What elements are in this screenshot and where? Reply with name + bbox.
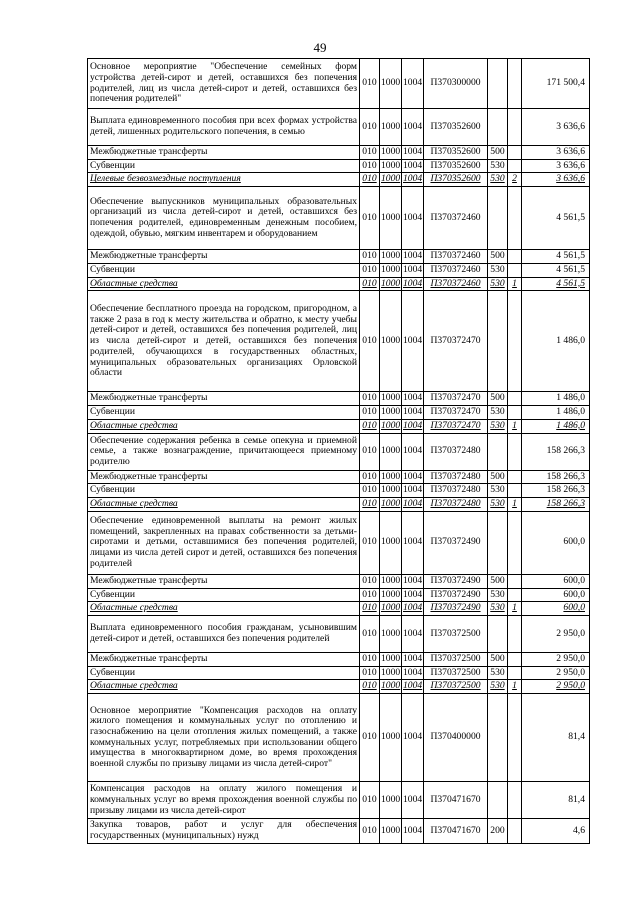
- row-section-code: 1000: [380, 782, 402, 819]
- row-amount: 1 486,0: [522, 419, 590, 433]
- table-row: [88, 498, 590, 512]
- row-name: Субвенции: [88, 666, 360, 680]
- row-source-code: [508, 511, 522, 574]
- row-subsection-code: 1004: [402, 653, 424, 667]
- row-amount: 2 950,0: [522, 666, 590, 680]
- row-section-code: 1000: [380, 263, 402, 277]
- row-expense-type: [488, 109, 508, 146]
- row-amount: 81,4: [522, 694, 590, 782]
- row-target-article: П370372500: [424, 680, 488, 694]
- row-section-code: 1000: [380, 392, 402, 406]
- row-expense-type: [488, 187, 508, 250]
- row-expense-type: 530: [488, 666, 508, 680]
- row-ved-code: 010: [360, 291, 380, 392]
- table-row: [88, 666, 590, 680]
- row-ved-code: 010: [360, 406, 380, 420]
- row-expense-type: 530: [488, 406, 508, 420]
- row-subsection-code: 1004: [402, 680, 424, 694]
- row-section-code: 1000: [380, 470, 402, 484]
- row-source-code: [508, 782, 522, 819]
- row-ved-code: 010: [360, 782, 380, 819]
- row-source-code: 1: [508, 602, 522, 616]
- row-target-article: П370372470: [424, 392, 488, 406]
- row-target-article: П370372460: [424, 187, 488, 250]
- row-section-code: 1000: [380, 574, 402, 588]
- row-section-code: 1000: [380, 653, 402, 667]
- row-source-code: 1: [508, 498, 522, 512]
- row-source-code: [508, 187, 522, 250]
- row-expense-type: 200: [488, 819, 508, 844]
- row-expense-type: [488, 511, 508, 574]
- row-source-code: [508, 588, 522, 602]
- row-expense-type: 500: [488, 392, 508, 406]
- row-target-article: П370352600: [424, 159, 488, 173]
- row-name: Выплата единовременного пособия гражданам, усыновившим детей-сирот и детей, оставшихся без попечения родителей: [88, 616, 360, 653]
- row-expense-type: [488, 59, 508, 109]
- row-ved-code: 010: [360, 392, 380, 406]
- row-amount: 171 500,4: [522, 59, 590, 109]
- row-ved-code: 010: [360, 574, 380, 588]
- row-expense-type: 500: [488, 470, 508, 484]
- row-amount: 4 561,5: [522, 277, 590, 291]
- row-ved-code: 010: [360, 680, 380, 694]
- row-source-code: 1: [508, 419, 522, 433]
- row-target-article: П370372500: [424, 666, 488, 680]
- row-amount: 4 561,5: [522, 250, 590, 264]
- table-row: [88, 146, 590, 160]
- row-amount: 3 636,6: [522, 173, 590, 187]
- row-section-code: 1000: [380, 680, 402, 694]
- row-ved-code: 010: [360, 159, 380, 173]
- row-subsection-code: 1004: [402, 574, 424, 588]
- row-name: Обеспечение выпускников муниципальных образовательных организаций из числа детей-сирот и детей, оставшихся без попечения родителей, единовременным денежным пособием, одеждой, обувью, мягким инвентарем и оборудованием: [88, 187, 360, 250]
- row-section-code: 1000: [380, 146, 402, 160]
- row-ved-code: 010: [360, 59, 380, 109]
- row-name: Субвенции: [88, 588, 360, 602]
- row-name: Основное мероприятие "Обеспечение семейных форм устройства детей-сирот и детей, оставшихся без попечения родителей, лиц из числа детей-сирот и детей, оставшихся без попечения родителей": [88, 59, 360, 109]
- row-expense-type: 530: [488, 602, 508, 616]
- row-subsection-code: 1004: [402, 277, 424, 291]
- table-row: [88, 470, 590, 484]
- row-section-code: 1000: [380, 433, 402, 470]
- row-subsection-code: 1004: [402, 109, 424, 146]
- row-amount: 2 950,0: [522, 616, 590, 653]
- row-ved-code: 010: [360, 653, 380, 667]
- row-ved-code: 010: [360, 666, 380, 680]
- row-target-article: П370352600: [424, 109, 488, 146]
- row-expense-type: 530: [488, 159, 508, 173]
- row-subsection-code: 1004: [402, 602, 424, 616]
- table-body: [88, 59, 590, 844]
- table-row: [88, 250, 590, 264]
- row-amount: 158 266,3: [522, 498, 590, 512]
- row-amount: 600,0: [522, 511, 590, 574]
- row-section-code: 1000: [380, 498, 402, 512]
- budget-table: [87, 58, 590, 844]
- row-expense-type: 530: [488, 484, 508, 498]
- row-name: Компенсация расходов на оплату жилого помещения и коммунальных услуг во время прохождения военной службы по призыву лицами из числа детей-сирот: [88, 782, 360, 819]
- row-amount: 2 950,0: [522, 680, 590, 694]
- row-target-article: П370372480: [424, 498, 488, 512]
- row-source-code: [508, 250, 522, 264]
- row-source-code: [508, 484, 522, 498]
- row-amount: 81,4: [522, 782, 590, 819]
- row-section-code: 1000: [380, 588, 402, 602]
- row-ved-code: 010: [360, 146, 380, 160]
- row-target-article: П370372480: [424, 470, 488, 484]
- row-subsection-code: 1004: [402, 470, 424, 484]
- row-target-article: П370372490: [424, 511, 488, 574]
- row-section-code: 1000: [380, 173, 402, 187]
- table-row: [88, 277, 590, 291]
- row-section-code: 1000: [380, 819, 402, 844]
- row-ved-code: 010: [360, 819, 380, 844]
- row-name: Закупка товаров, работ и услуг для обеспечения государственных (муниципальных) нужд: [88, 819, 360, 844]
- row-expense-type: [488, 782, 508, 819]
- row-expense-type: 530: [488, 173, 508, 187]
- row-section-code: 1000: [380, 109, 402, 146]
- row-amount: 600,0: [522, 574, 590, 588]
- row-subsection-code: 1004: [402, 146, 424, 160]
- row-expense-type: 530: [488, 263, 508, 277]
- row-ved-code: 010: [360, 470, 380, 484]
- row-subsection-code: 1004: [402, 694, 424, 782]
- row-subsection-code: 1004: [402, 59, 424, 109]
- row-name: Обеспечение содержания ребенка в семье опекуна и приемной семье, а также вознаграждение, причитающееся приемному родителю: [88, 433, 360, 470]
- row-name: Межбюджетные трансферты: [88, 392, 360, 406]
- row-subsection-code: 1004: [402, 588, 424, 602]
- row-amount: 158 266,3: [522, 470, 590, 484]
- table-row: [88, 602, 590, 616]
- row-expense-type: [488, 616, 508, 653]
- row-section-code: 1000: [380, 59, 402, 109]
- row-subsection-code: 1004: [402, 616, 424, 653]
- row-target-article: П370372460: [424, 263, 488, 277]
- row-target-article: П370372490: [424, 602, 488, 616]
- row-subsection-code: 1004: [402, 291, 424, 392]
- row-target-article: П370372500: [424, 616, 488, 653]
- row-source-code: [508, 59, 522, 109]
- row-ved-code: 010: [360, 484, 380, 498]
- row-name: Областные средства: [88, 419, 360, 433]
- row-name: Субвенции: [88, 159, 360, 173]
- row-subsection-code: 1004: [402, 819, 424, 844]
- row-amount: 600,0: [522, 602, 590, 616]
- row-source-code: [508, 616, 522, 653]
- table-row: [88, 588, 590, 602]
- table-row: [88, 187, 590, 250]
- row-expense-type: 500: [488, 146, 508, 160]
- row-expense-type: 530: [488, 498, 508, 512]
- row-target-article: П370372460: [424, 277, 488, 291]
- row-subsection-code: 1004: [402, 406, 424, 420]
- row-name: Основное мероприятие "Компенсация расходов на оплату жилого помещения и коммунальных услуг по отоплению и газоснабжению на цели отопления жилых помещений, а также коммунальных услуг, потребляемых при использовании общего имущества в многоквартирном доме, во время прохождения военной службы по призыву лицами из числа детей-сирот": [88, 694, 360, 782]
- row-section-code: 1000: [380, 277, 402, 291]
- row-source-code: [508, 433, 522, 470]
- row-name: Межбюджетные трансферты: [88, 146, 360, 160]
- row-name: Межбюджетные трансферты: [88, 653, 360, 667]
- row-source-code: 1: [508, 680, 522, 694]
- row-ved-code: 010: [360, 109, 380, 146]
- table-row: [88, 291, 590, 392]
- row-source-code: [508, 291, 522, 392]
- row-source-code: [508, 159, 522, 173]
- row-ved-code: 010: [360, 602, 380, 616]
- row-target-article: П370372490: [424, 588, 488, 602]
- table-row: [88, 173, 590, 187]
- row-source-code: [508, 146, 522, 160]
- row-name: Областные средства: [88, 680, 360, 694]
- row-name: Межбюджетные трансферты: [88, 250, 360, 264]
- row-section-code: 1000: [380, 159, 402, 173]
- row-subsection-code: 1004: [402, 187, 424, 250]
- row-expense-type: 500: [488, 653, 508, 667]
- row-section-code: 1000: [380, 250, 402, 264]
- row-expense-type: 500: [488, 574, 508, 588]
- row-expense-type: [488, 694, 508, 782]
- row-expense-type: [488, 291, 508, 392]
- row-source-code: 1: [508, 277, 522, 291]
- row-section-code: 1000: [380, 666, 402, 680]
- row-amount: 158 266,3: [522, 484, 590, 498]
- row-amount: 4 561,5: [522, 263, 590, 277]
- table-row: [88, 109, 590, 146]
- row-target-article: П370372460: [424, 250, 488, 264]
- row-ved-code: 010: [360, 498, 380, 512]
- table-row: [88, 263, 590, 277]
- row-ved-code: 010: [360, 187, 380, 250]
- row-expense-type: 530: [488, 277, 508, 291]
- table-row: [88, 782, 590, 819]
- row-section-code: 1000: [380, 419, 402, 433]
- table-row: [88, 653, 590, 667]
- table-row: [88, 159, 590, 173]
- row-source-code: [508, 574, 522, 588]
- row-section-code: 1000: [380, 616, 402, 653]
- row-section-code: 1000: [380, 694, 402, 782]
- row-target-article: П370372480: [424, 484, 488, 498]
- table-row: [88, 574, 590, 588]
- row-subsection-code: 1004: [402, 250, 424, 264]
- row-source-code: [508, 653, 522, 667]
- row-subsection-code: 1004: [402, 782, 424, 819]
- row-target-article: П370372500: [424, 653, 488, 667]
- row-source-code: [508, 470, 522, 484]
- row-target-article: П370372470: [424, 419, 488, 433]
- row-ved-code: 010: [360, 694, 380, 782]
- row-source-code: [508, 819, 522, 844]
- row-ved-code: 010: [360, 433, 380, 470]
- row-section-code: 1000: [380, 511, 402, 574]
- table-row: [88, 406, 590, 420]
- row-subsection-code: 1004: [402, 173, 424, 187]
- row-ved-code: 010: [360, 250, 380, 264]
- row-name: Субвенции: [88, 263, 360, 277]
- row-target-article: П370352600: [424, 146, 488, 160]
- row-amount: 3 636,6: [522, 109, 590, 146]
- row-target-article: П370352600: [424, 173, 488, 187]
- row-amount: 2 950,0: [522, 653, 590, 667]
- row-subsection-code: 1004: [402, 419, 424, 433]
- row-ved-code: 010: [360, 263, 380, 277]
- row-target-article: П370471670: [424, 782, 488, 819]
- row-source-code: [508, 392, 522, 406]
- row-name: Обеспечение бесплатного проезда на городском, пригородном, а также 2 раза в год к месту жительства и обратно, к месту учебы детей-сирот и детей, оставшихся без попечения родителей, лиц из числа детей-сирот и детей, оставшихся без попечения родителей, обучающихся в государственных областных, муниципальных образовательных организациях Орловской области: [88, 291, 360, 392]
- row-subsection-code: 1004: [402, 484, 424, 498]
- row-expense-type: 500: [488, 250, 508, 264]
- table-row: [88, 616, 590, 653]
- row-target-article: П370372470: [424, 291, 488, 392]
- row-ved-code: 010: [360, 419, 380, 433]
- page-number: 49: [313, 40, 327, 55]
- row-subsection-code: 1004: [402, 666, 424, 680]
- table-row: [88, 511, 590, 574]
- table-row: [88, 694, 590, 782]
- row-amount: 3 636,6: [522, 146, 590, 160]
- row-amount: 3 636,6: [522, 159, 590, 173]
- row-section-code: 1000: [380, 187, 402, 250]
- row-subsection-code: 1004: [402, 498, 424, 512]
- row-section-code: 1000: [380, 406, 402, 420]
- row-name: Субвенции: [88, 484, 360, 498]
- row-amount: 1 486,0: [522, 291, 590, 392]
- row-source-code: [508, 109, 522, 146]
- row-subsection-code: 1004: [402, 263, 424, 277]
- row-target-article: П370372480: [424, 433, 488, 470]
- row-subsection-code: 1004: [402, 392, 424, 406]
- table-row: [88, 819, 590, 844]
- row-subsection-code: 1004: [402, 511, 424, 574]
- row-amount: 158 266,3: [522, 433, 590, 470]
- row-section-code: 1000: [380, 291, 402, 392]
- row-source-code: 2: [508, 173, 522, 187]
- row-name: Обеспечение единовременной выплаты на ремонт жилых помещений, закрепленных на правах собственности за детьми-сиротами и детьми, оставшимися без попечения родителей, лицами из числа детей сирот и детей, оставшихся без попечения родителей: [88, 511, 360, 574]
- row-amount: 1 486,0: [522, 392, 590, 406]
- table-row: [88, 680, 590, 694]
- row-name: Выплата единовременного пособия при всех формах устройства детей, лишенных родительского попечения, в семью: [88, 109, 360, 146]
- table-row: [88, 433, 590, 470]
- row-name: Межбюджетные трансферты: [88, 574, 360, 588]
- row-target-article: П370372490: [424, 574, 488, 588]
- row-section-code: 1000: [380, 484, 402, 498]
- row-subsection-code: 1004: [402, 433, 424, 470]
- row-section-code: 1000: [380, 602, 402, 616]
- row-target-article: П370400000: [424, 694, 488, 782]
- row-amount: 4,6: [522, 819, 590, 844]
- row-ved-code: 010: [360, 588, 380, 602]
- row-amount: 600,0: [522, 588, 590, 602]
- row-source-code: [508, 263, 522, 277]
- row-name: Межбюджетные трансферты: [88, 470, 360, 484]
- row-name: Субвенции: [88, 406, 360, 420]
- row-target-article: П370471670: [424, 819, 488, 844]
- row-target-article: П370372470: [424, 406, 488, 420]
- row-expense-type: 530: [488, 680, 508, 694]
- row-amount: 4 561,5: [522, 187, 590, 250]
- row-expense-type: 530: [488, 419, 508, 433]
- row-ved-code: 010: [360, 511, 380, 574]
- table-row: [88, 484, 590, 498]
- table-row: [88, 392, 590, 406]
- row-source-code: [508, 694, 522, 782]
- row-expense-type: 530: [488, 588, 508, 602]
- row-source-code: [508, 666, 522, 680]
- row-ved-code: 010: [360, 173, 380, 187]
- row-subsection-code: 1004: [402, 159, 424, 173]
- row-expense-type: [488, 433, 508, 470]
- table-row: [88, 419, 590, 433]
- row-ved-code: 010: [360, 277, 380, 291]
- row-source-code: [508, 406, 522, 420]
- row-name: Целевые безвозмездные поступления: [88, 173, 360, 187]
- row-ved-code: 010: [360, 616, 380, 653]
- row-amount: 1 486,0: [522, 406, 590, 420]
- row-name: Областные средства: [88, 498, 360, 512]
- row-name: Областные средства: [88, 277, 360, 291]
- row-name: Областные средства: [88, 602, 360, 616]
- row-target-article: П370300000: [424, 59, 488, 109]
- table-row: [88, 59, 590, 109]
